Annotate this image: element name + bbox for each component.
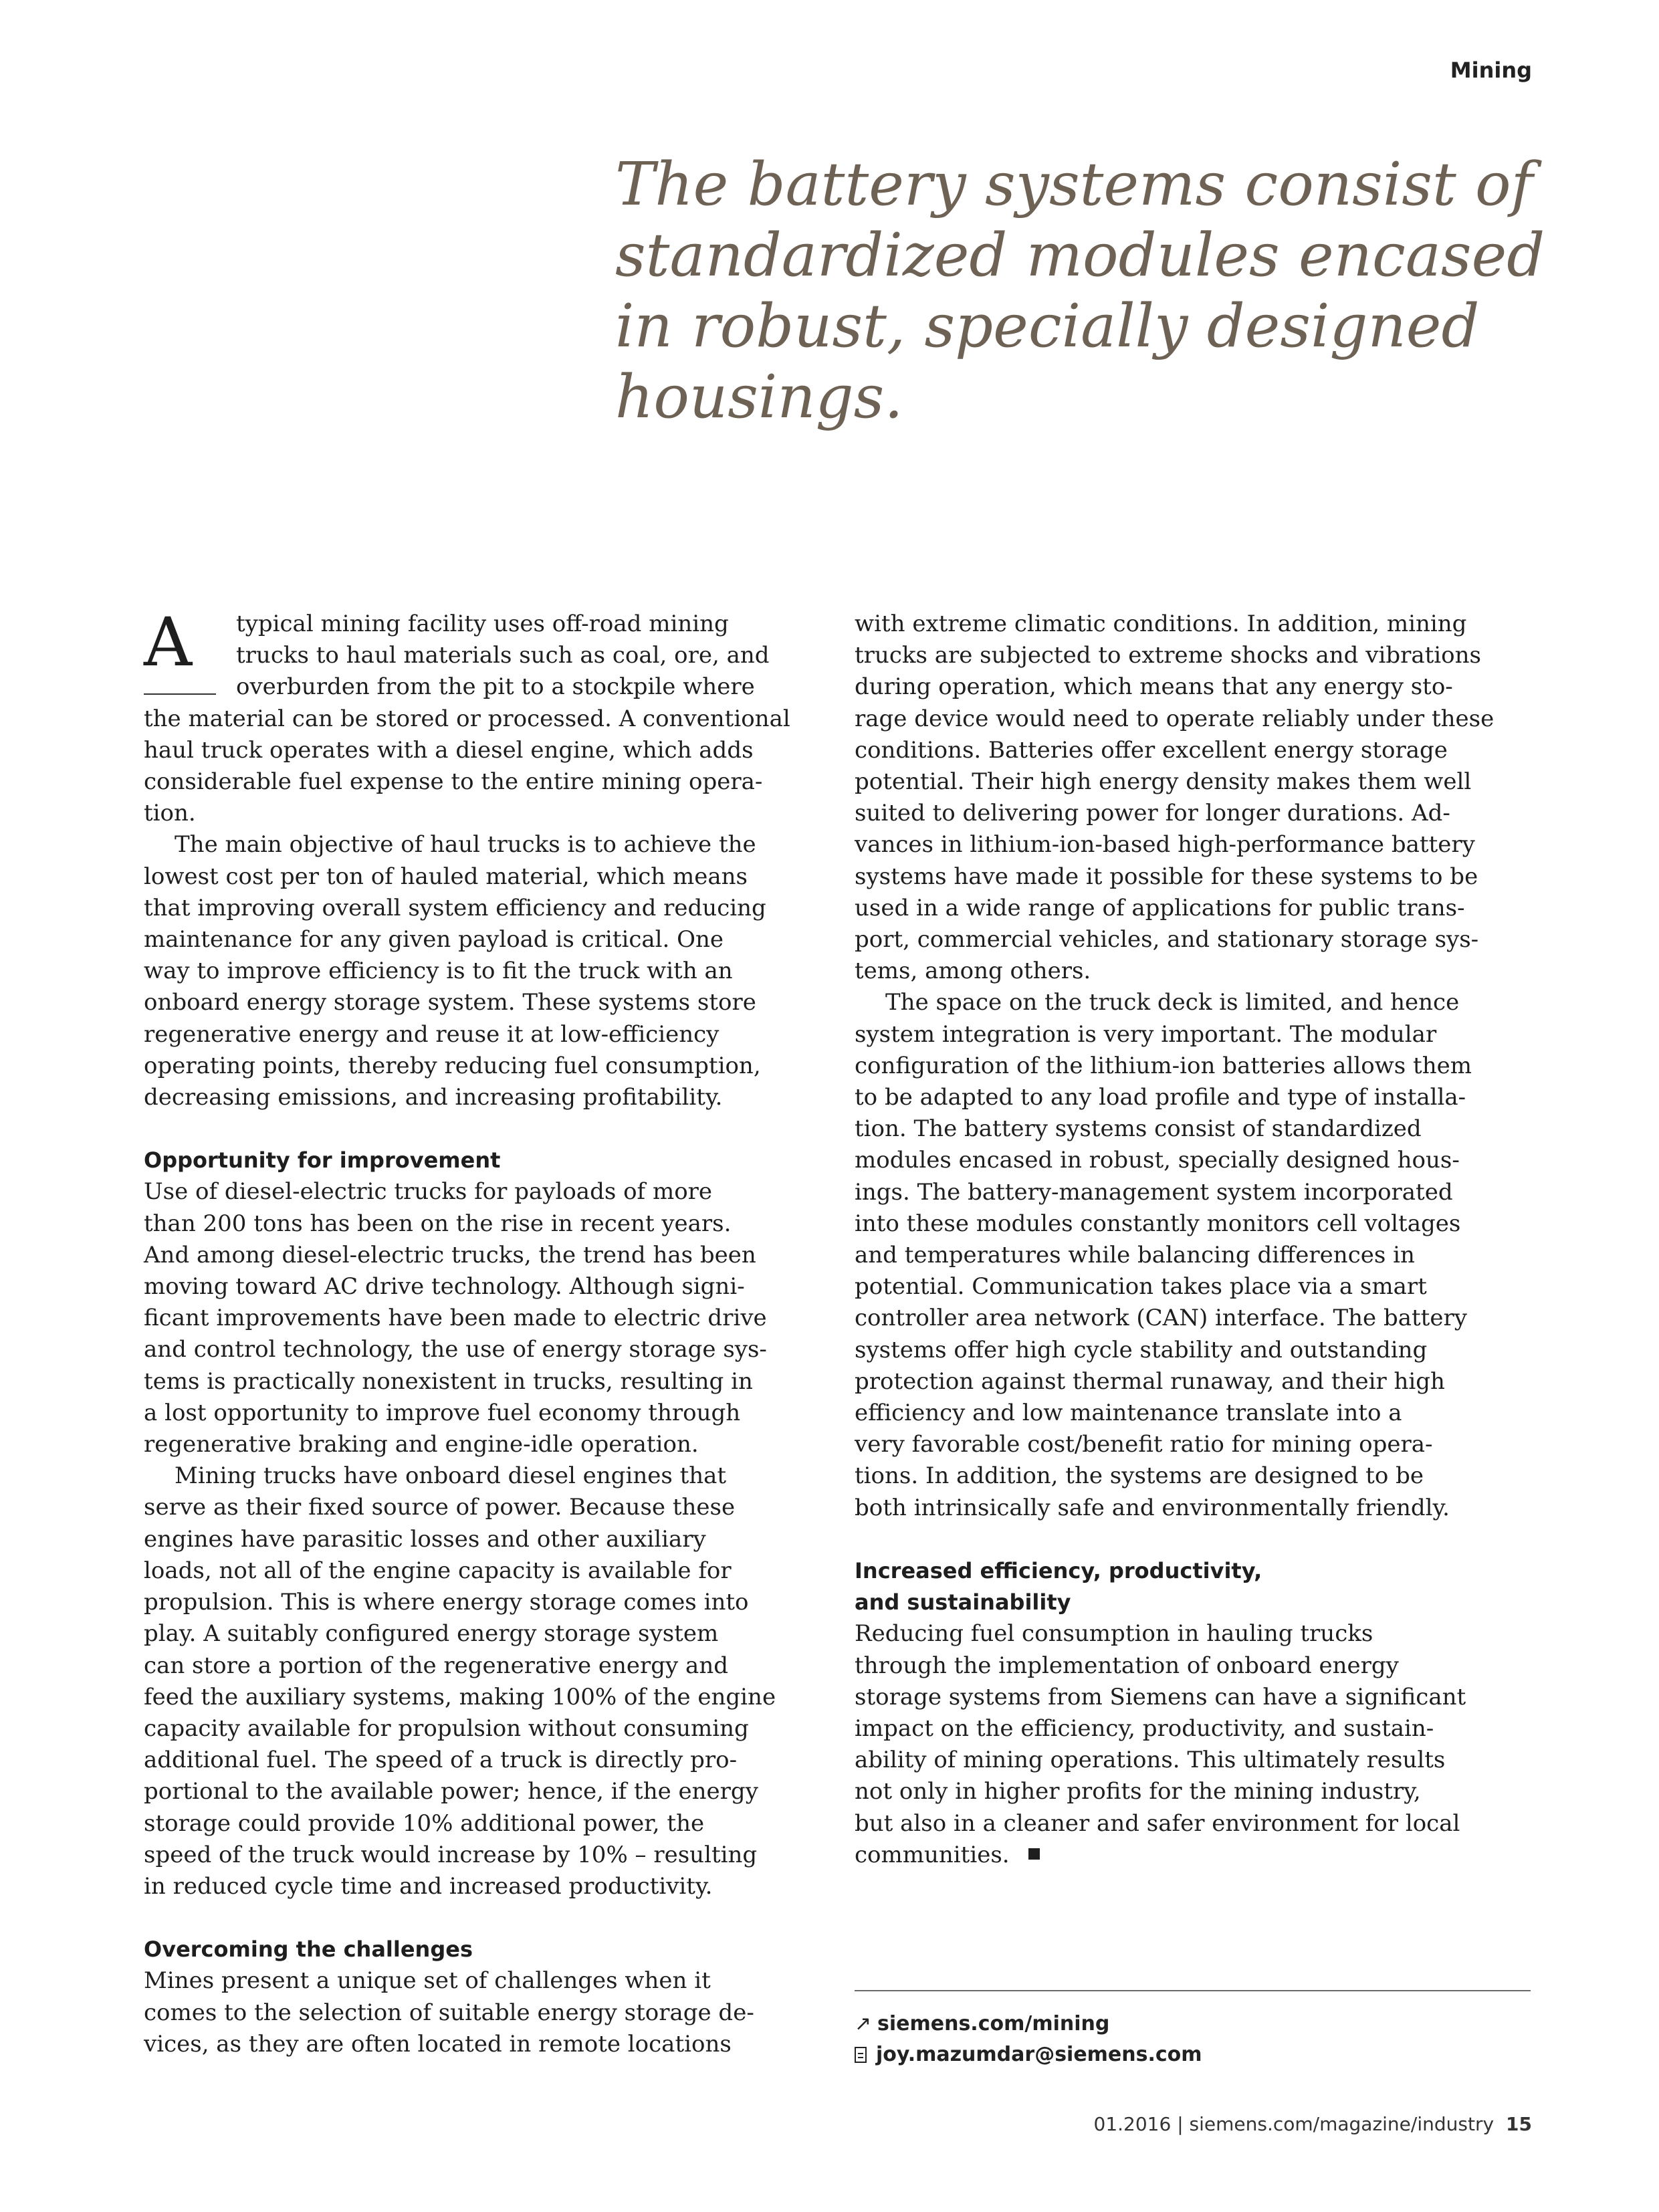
text-line: system integration is very important. The modular xyxy=(855,1020,1437,1048)
text-line: impact on the efficiency, productivity, and sustain- xyxy=(855,1715,1434,1742)
text-line: Mines present a unique set of challenges when it xyxy=(144,1967,711,1995)
text-line: into these modules constantly monitors cell voltages xyxy=(855,1210,1461,1237)
text-line: rage device would need to operate reliably under these xyxy=(855,705,1495,732)
text-line: operating points, thereby reducing fuel consumption, xyxy=(144,1052,761,1079)
text-line: trucks are subjected to extreme shocks and vibrations xyxy=(855,642,1481,669)
text-line: controller area network (CAN) interface. The battery xyxy=(855,1305,1467,1332)
text-line: efficiency and low maintenance translate into a xyxy=(855,1400,1402,1427)
pull-quote-line: in robust, specially designed xyxy=(615,291,1480,360)
text-line: storage systems from Siemens can have a significant xyxy=(855,1683,1466,1710)
text-line: haul truck operates with a diesel engine, which adds xyxy=(144,736,754,764)
text-line: overburden from the pit to a stockpile where xyxy=(236,673,755,701)
paragraph xyxy=(144,1460,859,1902)
paragraph xyxy=(855,609,1570,987)
text-line: tems, among others. xyxy=(855,958,1091,985)
text-line: regenerative energy and reuse it at low-efficiency xyxy=(144,1020,720,1048)
drop-cap: A xyxy=(144,603,193,681)
pull-quote-line: standardized modules encased xyxy=(615,220,1545,290)
text-line: way to improve efficiency is to fit the truck with an xyxy=(144,958,733,985)
document-icon xyxy=(855,2047,867,2063)
section-heading: and sustainability xyxy=(855,1589,1071,1616)
text-line: maintenance for any given payload is critical. One xyxy=(144,926,724,954)
text-line: with extreme climatic conditions. In addition, mining xyxy=(855,611,1467,637)
text-line: modules encased in robust, specially designed hous- xyxy=(855,1147,1460,1174)
text-line: conditions. Batteries offer excellent energy storage xyxy=(855,736,1448,764)
email-link-text[interactable]: joy.mazumdar@siemens.com xyxy=(876,2043,1202,2066)
text-line: tions. In addition, the systems are designed to be xyxy=(855,1462,1424,1490)
text-line: speed of the truck would increase by 10% – resulting xyxy=(144,1841,758,1868)
text-line: play. A suitably configured energy storage system xyxy=(144,1620,719,1648)
paragraph xyxy=(144,1176,859,1460)
text-line: during operation, which means that any energy sto- xyxy=(855,673,1453,701)
section-heading: Overcoming the challenges xyxy=(144,1937,473,1963)
text-line: The main objective of haul trucks is to achieve the xyxy=(175,831,756,859)
text-line: typical mining facility uses off-road mining xyxy=(236,611,729,637)
section-label: Mining xyxy=(1450,58,1532,83)
text-line: tems is practically nonexistent in trucks, resulting in xyxy=(144,1367,753,1395)
page-footer xyxy=(1094,2113,1533,2135)
contact-divider xyxy=(855,1990,1531,1991)
footer-text: 01.2016 | siemens.com/magazine/industry xyxy=(1093,2113,1495,2135)
text-line: to be adapted to any load profile and type of installa- xyxy=(855,1084,1466,1111)
text-line: both intrinsically safe and environmentally friendly. xyxy=(855,1494,1450,1521)
text-line: the material can be stored or processed. A conventional xyxy=(144,705,790,732)
text-line: moving toward AC drive technology. Although signi- xyxy=(144,1273,745,1301)
text-line: comes to the selection of suitable energy storage de- xyxy=(144,1999,754,2026)
text-line: a lost opportunity to improve fuel economy through xyxy=(144,1399,741,1426)
text-line: ings. The battery-management system incorporated xyxy=(855,1178,1453,1206)
pull-quote xyxy=(615,148,1551,432)
text-line: feed the auxiliary systems, making 100% of the engine xyxy=(144,1683,776,1710)
paragraph xyxy=(855,1618,1570,1871)
text-line: additional fuel. The speed of a truck is directly pro- xyxy=(144,1747,738,1774)
text-line: tion. xyxy=(144,800,196,827)
text-line: Mining trucks have onboard diesel engines that xyxy=(175,1462,727,1490)
text-line: can store a portion of the regenerative energy and xyxy=(144,1652,728,1679)
text-line: in reduced cycle time and increased productivity. xyxy=(144,1872,713,1900)
end-of-article-mark xyxy=(1028,1848,1040,1860)
text-line: engines have parasitic losses and other auxiliary xyxy=(144,1525,706,1553)
text-line: vances in lithium-ion-based high-performance battery xyxy=(855,831,1475,859)
text-line: trucks to haul materials such as coal, ore, and xyxy=(236,642,770,669)
pull-quote-line: The battery systems consist of xyxy=(615,149,1533,219)
text-line: and temperatures while balancing differences in xyxy=(855,1242,1415,1269)
text-line: decreasing emissions, and increasing profitability. xyxy=(144,1084,723,1111)
text-line: potential. Communication takes place via a smart xyxy=(855,1273,1427,1301)
section-heading: Opportunity for improvement xyxy=(144,1147,501,1174)
text-line: regenerative braking and engine-idle operation. xyxy=(144,1431,699,1458)
text-line: ability of mining operations. This ultimately results xyxy=(855,1747,1446,1774)
text-line: suited to delivering power for longer durations. Ad- xyxy=(855,800,1450,827)
paragraph xyxy=(144,1965,859,2060)
text-line: The space on the truck deck is limited, and hence xyxy=(885,989,1460,1016)
text-line: protection against thermal runaway, and their high xyxy=(855,1367,1445,1395)
text-line: And among diesel-electric trucks, the trend has been xyxy=(144,1241,756,1268)
text-line: serve as their fixed source of power. Because these xyxy=(144,1494,736,1521)
text-line: but also in a cleaner and safer environment for local xyxy=(855,1809,1460,1837)
text-line: loads, not all of the engine capacity is available for xyxy=(144,1557,732,1584)
paragraph xyxy=(855,987,1570,1523)
text-line: Reducing fuel consumption in hauling trucks xyxy=(855,1620,1373,1648)
page-number: 15 xyxy=(1506,2113,1532,2135)
drop-cap-rule xyxy=(144,693,216,695)
text-line: port, commercial vehicles, and stationary storage sys- xyxy=(855,926,1479,954)
text-line: communities. xyxy=(855,1840,1570,1871)
text-line: used in a wide range of applications for public trans- xyxy=(855,894,1465,921)
arrow-link-icon: ↗ xyxy=(855,2012,872,2035)
text-line: storage could provide 10% additional power, the xyxy=(144,1809,705,1837)
text-line: systems have made it possible for these systems to be xyxy=(855,863,1478,890)
text-line: potential. Their high energy density makes them well xyxy=(855,768,1472,796)
intro-paragraph xyxy=(144,603,859,829)
email-link[interactable] xyxy=(855,2043,1202,2066)
text-line: portional to the available power; hence, if the energy xyxy=(144,1778,758,1805)
text-line: Use of diesel-electric trucks for payloads of more xyxy=(144,1178,713,1206)
text-line: onboard energy storage system. These systems store xyxy=(144,989,756,1016)
text-line: very favorable cost/benefit ratio for mining opera- xyxy=(855,1431,1433,1458)
text-line: and control technology, the use of energy storage sys- xyxy=(144,1336,767,1363)
paragraph xyxy=(144,829,859,1113)
left-column xyxy=(144,603,859,2060)
text-line: capacity available for propulsion without consuming xyxy=(144,1715,749,1742)
website-link[interactable] xyxy=(855,2012,1109,2035)
text-line: configuration of the lithium-ion batteries allows them xyxy=(855,1052,1472,1079)
section-heading: Increased efficiency, productivity, xyxy=(855,1557,1262,1583)
right-column xyxy=(855,609,1570,1871)
text-line: lowest cost per ton of hauled material, which means xyxy=(144,863,748,890)
text-line: systems offer high cycle stability and outstanding xyxy=(855,1336,1428,1363)
pull-quote-line: housings. xyxy=(615,362,903,431)
text-line: considerable fuel expense to the entire mining opera- xyxy=(144,768,763,796)
text-line: vices, as they are often located in remote locations xyxy=(144,2030,732,2058)
text-line: ficant improvements have been made to electric drive xyxy=(144,1305,767,1332)
text-line: that improving overall system efficiency and reducing xyxy=(144,894,766,921)
text-line: tion. The battery systems consist of standardized xyxy=(855,1115,1422,1143)
text-line: than 200 tons has been on the rise in recent years. xyxy=(144,1210,732,1237)
text-line: propulsion. This is where energy storage comes into xyxy=(144,1589,749,1616)
text-line: not only in higher profits for the mining industry, xyxy=(855,1778,1421,1805)
text-line: through the implementation of onboard energy xyxy=(855,1652,1399,1679)
website-link-text[interactable]: siemens.com/mining xyxy=(877,2012,1110,2035)
